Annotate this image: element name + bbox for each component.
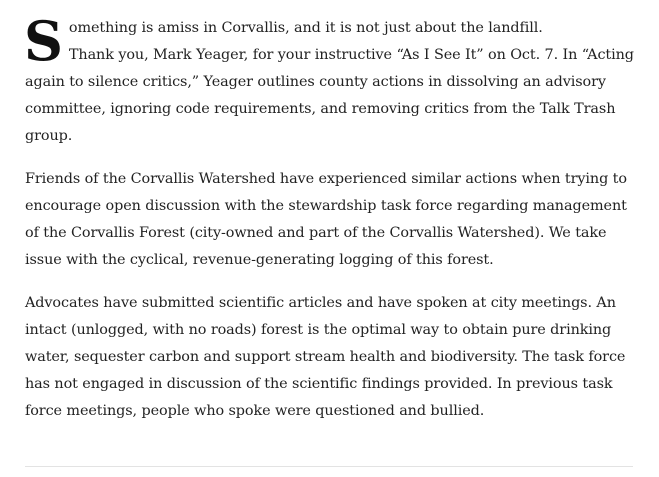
- paragraph-4-text: Advocates have submitted scientific articles and have spoken at city meetings. An intact (unlogged, with no roads) forest is the optimal way to obtain pure drinking water, sequester carbon and support stream health and biodiversity. The task force has not engaged in discussion of the scientific findings provided. In previous task force meetings, people who spoke were questioned and bullied.: [25, 295, 626, 419]
- paragraph-2-first-line: Thank you, Mark Yeager, for your instructive “As I See It” on Oct. 7. In “Acting: [68, 47, 634, 63]
- article-paragraph-3: [25, 166, 634, 274]
- section-divider: [25, 466, 633, 467]
- paragraph-1-text: omething is amiss in Corvallis, and it is not just about the landfill.: [68, 20, 543, 36]
- paragraph-2-rest-text: again to silence critics,” Yeager outlines county actions in dissolving an advisory committee, ignoring code requirements, and removing critics from the Talk Trash group.: [25, 74, 616, 144]
- drop-cap: S: [24, 9, 63, 73]
- article-paragraph-4: [25, 290, 634, 425]
- article-paragraph-2-rest: [25, 69, 634, 150]
- paragraph-3-text: Friends of the Corvallis Watershed have experienced similar actions when trying to encourage open discussion with the stewardship task force regarding management of the Corvallis Forest (city-owned and part of the Corvallis Watershed). We take issue with the cyclical, revenue-generating logging of this forest.: [25, 171, 627, 268]
- article-paragraph-2-line-1: [25, 42, 634, 69]
